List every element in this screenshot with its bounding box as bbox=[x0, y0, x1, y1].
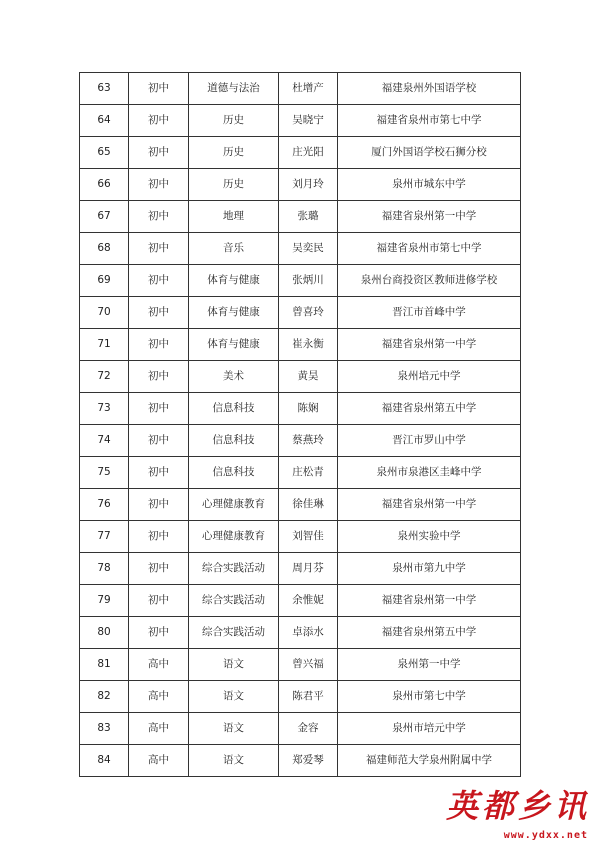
cell-number: 80 bbox=[80, 617, 129, 649]
cell-name: 刘智佳 bbox=[279, 521, 338, 553]
table-row bbox=[80, 617, 521, 649]
cell-level: 高中 bbox=[129, 745, 189, 777]
table-row bbox=[80, 425, 521, 457]
table-row bbox=[80, 745, 521, 777]
table-row bbox=[80, 553, 521, 585]
cell-subject: 信息科技 bbox=[189, 457, 279, 489]
cell-school: 福建省泉州第一中学 bbox=[338, 201, 521, 233]
cell-level: 初中 bbox=[129, 201, 189, 233]
cell-school: 泉州市城东中学 bbox=[338, 169, 521, 201]
cell-level: 初中 bbox=[129, 233, 189, 265]
cell-level: 初中 bbox=[129, 137, 189, 169]
cell-number: 75 bbox=[80, 457, 129, 489]
cell-subject: 历史 bbox=[189, 137, 279, 169]
cell-subject: 历史 bbox=[189, 105, 279, 137]
table-row bbox=[80, 457, 521, 489]
cell-name: 刘月玲 bbox=[279, 169, 338, 201]
cell-school: 晋江市罗山中学 bbox=[338, 425, 521, 457]
cell-name: 张璐 bbox=[279, 201, 338, 233]
table-row bbox=[80, 105, 521, 137]
table-row bbox=[80, 73, 521, 105]
cell-subject: 体育与健康 bbox=[189, 265, 279, 297]
cell-number: 67 bbox=[80, 201, 129, 233]
cell-name: 蔡燕玲 bbox=[279, 425, 338, 457]
cell-name: 徐佳琳 bbox=[279, 489, 338, 521]
cell-level: 初中 bbox=[129, 73, 189, 105]
cell-subject: 心理健康教育 bbox=[189, 489, 279, 521]
table-row bbox=[80, 297, 521, 329]
cell-number: 82 bbox=[80, 681, 129, 713]
cell-number: 77 bbox=[80, 521, 129, 553]
cell-number: 66 bbox=[80, 169, 129, 201]
cell-number: 76 bbox=[80, 489, 129, 521]
cell-name: 陈娴 bbox=[279, 393, 338, 425]
cell-name: 金容 bbox=[279, 713, 338, 745]
cell-level: 初中 bbox=[129, 393, 189, 425]
cell-number: 63 bbox=[80, 73, 129, 105]
cell-number: 74 bbox=[80, 425, 129, 457]
cell-name: 曾兴福 bbox=[279, 649, 338, 681]
cell-school: 福建省泉州第一中学 bbox=[338, 489, 521, 521]
cell-school: 泉州市第七中学 bbox=[338, 681, 521, 713]
table-row bbox=[80, 649, 521, 681]
cell-school: 泉州市培元中学 bbox=[338, 713, 521, 745]
cell-name: 吴晓宁 bbox=[279, 105, 338, 137]
watermark-url: www.ydxx.net bbox=[503, 830, 588, 841]
roster-table-body bbox=[80, 73, 521, 777]
cell-school: 晋江市首峰中学 bbox=[338, 297, 521, 329]
cell-level: 初中 bbox=[129, 105, 189, 137]
roster-table bbox=[79, 72, 521, 777]
cell-level: 初中 bbox=[129, 617, 189, 649]
cell-school: 福建省泉州市第七中学 bbox=[338, 105, 521, 137]
cell-school: 泉州市泉港区圭峰中学 bbox=[338, 457, 521, 489]
cell-subject: 语文 bbox=[189, 713, 279, 745]
watermark-title: 英都乡讯 bbox=[445, 787, 590, 825]
cell-level: 初中 bbox=[129, 265, 189, 297]
roster-sheet bbox=[79, 72, 520, 777]
cell-subject: 音乐 bbox=[189, 233, 279, 265]
cell-subject: 心理健康教育 bbox=[189, 521, 279, 553]
cell-level: 初中 bbox=[129, 521, 189, 553]
table-row bbox=[80, 521, 521, 553]
cell-number: 84 bbox=[80, 745, 129, 777]
cell-subject: 综合实践活动 bbox=[189, 553, 279, 585]
cell-name: 曾喜玲 bbox=[279, 297, 338, 329]
cell-name: 吴奕民 bbox=[279, 233, 338, 265]
cell-subject: 语文 bbox=[189, 681, 279, 713]
cell-subject: 地理 bbox=[189, 201, 279, 233]
cell-number: 69 bbox=[80, 265, 129, 297]
cell-name: 陈君平 bbox=[279, 681, 338, 713]
table-row bbox=[80, 233, 521, 265]
cell-level: 高中 bbox=[129, 713, 189, 745]
cell-name: 余惟妮 bbox=[279, 585, 338, 617]
cell-name: 张炳川 bbox=[279, 265, 338, 297]
cell-level: 初中 bbox=[129, 297, 189, 329]
cell-subject: 道德与法治 bbox=[189, 73, 279, 105]
table-row bbox=[80, 393, 521, 425]
cell-name: 庄光阳 bbox=[279, 137, 338, 169]
table-row bbox=[80, 361, 521, 393]
table-row bbox=[80, 169, 521, 201]
table-row bbox=[80, 713, 521, 745]
cell-number: 79 bbox=[80, 585, 129, 617]
cell-level: 初中 bbox=[129, 425, 189, 457]
cell-number: 83 bbox=[80, 713, 129, 745]
cell-subject: 体育与健康 bbox=[189, 329, 279, 361]
cell-level: 初中 bbox=[129, 169, 189, 201]
cell-name: 卓添水 bbox=[279, 617, 338, 649]
cell-school: 福建省泉州市第七中学 bbox=[338, 233, 521, 265]
cell-school: 泉州市第九中学 bbox=[338, 553, 521, 585]
cell-school: 福建省泉州第一中学 bbox=[338, 585, 521, 617]
cell-school: 福建泉州外国语学校 bbox=[338, 73, 521, 105]
cell-school: 泉州第一中学 bbox=[338, 649, 521, 681]
cell-number: 71 bbox=[80, 329, 129, 361]
cell-level: 初中 bbox=[129, 553, 189, 585]
cell-subject: 信息科技 bbox=[189, 425, 279, 457]
cell-level: 高中 bbox=[129, 681, 189, 713]
cell-subject: 语文 bbox=[189, 745, 279, 777]
cell-number: 64 bbox=[80, 105, 129, 137]
cell-number: 78 bbox=[80, 553, 129, 585]
table-row bbox=[80, 201, 521, 233]
site-watermark bbox=[430, 781, 590, 841]
cell-name: 崔永衡 bbox=[279, 329, 338, 361]
cell-subject: 语文 bbox=[189, 649, 279, 681]
cell-subject: 历史 bbox=[189, 169, 279, 201]
cell-subject: 信息科技 bbox=[189, 393, 279, 425]
cell-level: 初中 bbox=[129, 361, 189, 393]
cell-name: 黄昊 bbox=[279, 361, 338, 393]
cell-level: 初中 bbox=[129, 457, 189, 489]
cell-number: 70 bbox=[80, 297, 129, 329]
table-row bbox=[80, 585, 521, 617]
table-row bbox=[80, 681, 521, 713]
cell-school: 泉州实验中学 bbox=[338, 521, 521, 553]
cell-number: 65 bbox=[80, 137, 129, 169]
cell-number: 68 bbox=[80, 233, 129, 265]
cell-subject: 综合实践活动 bbox=[189, 617, 279, 649]
cell-school: 泉州培元中学 bbox=[338, 361, 521, 393]
cell-school: 泉州台商投资区教师进修学校 bbox=[338, 265, 521, 297]
cell-level: 初中 bbox=[129, 489, 189, 521]
cell-number: 81 bbox=[80, 649, 129, 681]
cell-name: 庄松青 bbox=[279, 457, 338, 489]
table-row bbox=[80, 265, 521, 297]
cell-subject: 美术 bbox=[189, 361, 279, 393]
cell-name: 杜增产 bbox=[279, 73, 338, 105]
cell-school: 福建省泉州第五中学 bbox=[338, 617, 521, 649]
cell-number: 72 bbox=[80, 361, 129, 393]
cell-level: 高中 bbox=[129, 649, 189, 681]
cell-number: 73 bbox=[80, 393, 129, 425]
cell-school: 福建省泉州第一中学 bbox=[338, 329, 521, 361]
cell-school: 福建省泉州第五中学 bbox=[338, 393, 521, 425]
cell-name: 郑爱琴 bbox=[279, 745, 338, 777]
cell-subject: 体育与健康 bbox=[189, 297, 279, 329]
table-row bbox=[80, 489, 521, 521]
cell-school: 厦门外国语学校石狮分校 bbox=[338, 137, 521, 169]
cell-level: 初中 bbox=[129, 329, 189, 361]
cell-school: 福建师范大学泉州附属中学 bbox=[338, 745, 521, 777]
cell-subject: 综合实践活动 bbox=[189, 585, 279, 617]
cell-name: 周月芬 bbox=[279, 553, 338, 585]
table-row bbox=[80, 329, 521, 361]
table-row bbox=[80, 137, 521, 169]
cell-level: 初中 bbox=[129, 585, 189, 617]
